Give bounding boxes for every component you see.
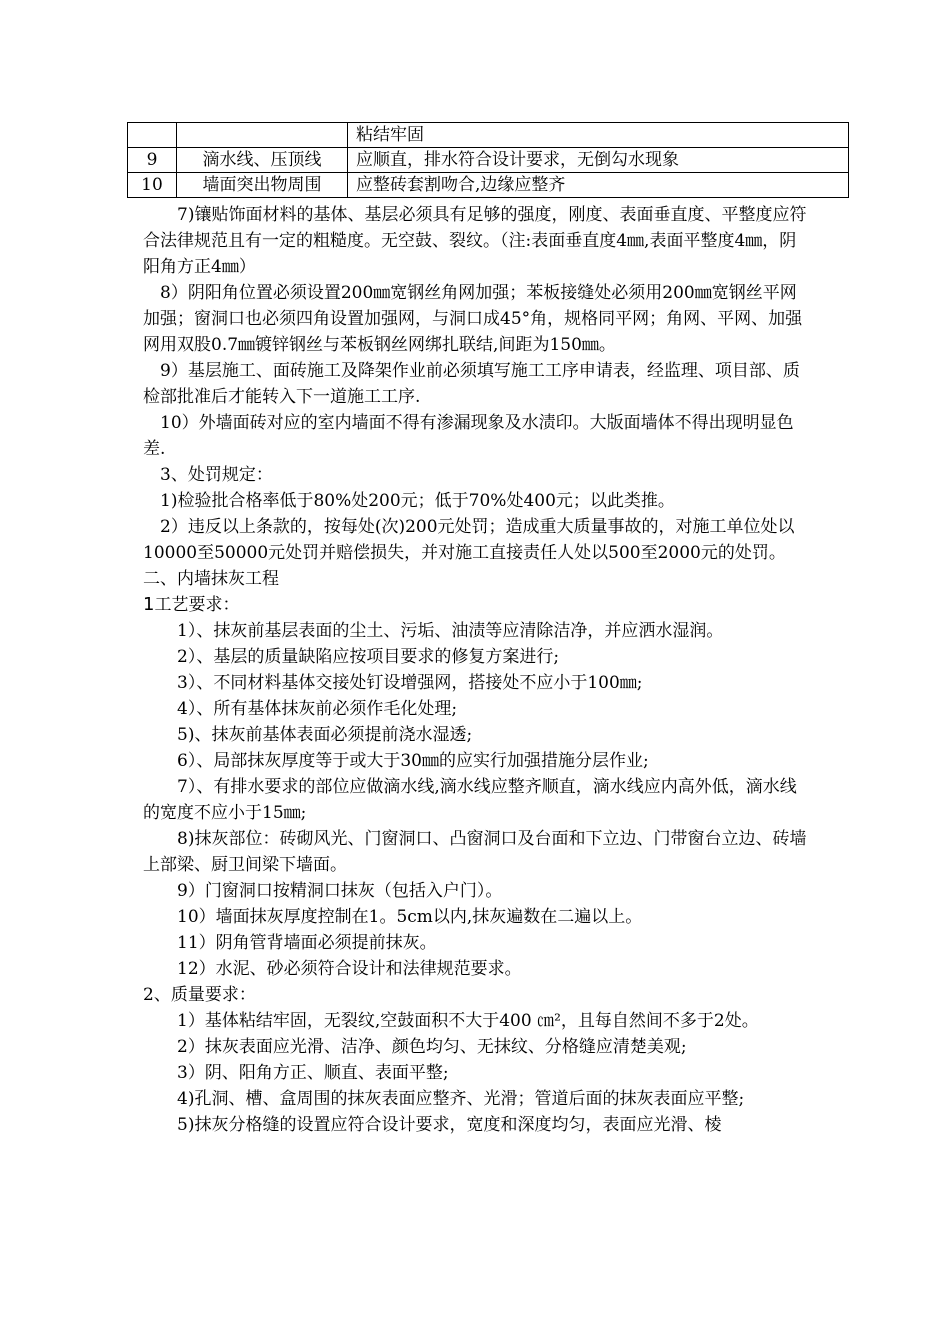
row-item: [177, 123, 348, 148]
row-number: [128, 123, 177, 148]
process-item-11: 11）阴角管背墙面必须提前抹灰。: [177, 933, 437, 953]
process-number: 1: [143, 594, 155, 615]
process-item-5: 5)、抹灰前基体表面必须提前浇水湿透;: [177, 725, 473, 745]
quality-item-4: 4)孔洞、槽、盒周围的抹灰表面应整齐、光滑；管道后面的抹灰表面应平整;: [177, 1089, 745, 1109]
process-title: 工艺要求：: [154, 595, 240, 615]
row-item: 滴水线、压顶线: [177, 148, 348, 173]
process-item-4: 4）、所有基体抹灰前必须作毛化处理;: [177, 699, 458, 719]
penalty-heading: 3、处罚规定：: [160, 465, 273, 485]
process-item-8: 8)抹灰部位：砖砌风光、门窗洞口、凸窗洞口及台面和下立边、门带窗台立边、砖墙上部梁、厨卫间梁下墙面。: [143, 829, 807, 875]
penalty-item-2: 2）违反以上条款的，按每处(次)200元处罚；造成重大质量事故的，对施工单位处以10000至50000元处罚并赔偿损失，并对施工直接责任人处以500至2000元的处罚。: [143, 517, 795, 563]
process-item-6: 6）、局部抹灰厚度等于或大于30㎜的应实行加强措施分层作业;: [177, 751, 649, 771]
paragraph-8: 8）阴阳角位置必须设置200㎜宽钢丝角网加强；苯板接缝处必须用200㎜宽钢丝平网加强；窗洞口也必须四角设置加强网，与洞口成45°角，规格同平网；角网、平网、加强网用双股0.7㎜镀锌钢丝与苯板钢丝网绑扎联结,间距为150㎜。: [143, 283, 803, 355]
row-number: 9: [128, 148, 177, 173]
row-item: 墙面突出物周围: [177, 173, 348, 198]
quality-table: [127, 122, 849, 198]
quality-heading: 2、质量要求：: [143, 985, 256, 1005]
table-row: [128, 173, 849, 198]
row-requirement: 应整砖套割吻合,边缘应整齐: [348, 173, 849, 198]
process-item-7: 7）、有排水要求的部位应做滴水线,滴水线应整齐顺直，滴水线应内高外低，滴水线的宽度不应小于15㎜;: [143, 777, 797, 823]
process-item-1: 1）、抹灰前基层表面的尘土、污垢、油渍等应清除洁净，并应洒水湿润。: [177, 621, 724, 641]
body-text: [143, 202, 808, 1138]
quality-item-1: 1）基体粘结牢固，无裂纹,空鼓面积不大于400 ㎝²，且每自然间不多于2处。: [177, 1011, 759, 1031]
process-item-2: 2）、基层的质量缺陷应按项目要求的修复方案进行;: [177, 647, 560, 667]
quality-item-5: 5)抹灰分格缝的设置应符合设计要求，宽度和深度均匀，表面应光滑、棱: [177, 1115, 722, 1135]
process-item-10: 10）墙面抹灰厚度控制在1。5cm以内,抹灰遍数在二遍以上。: [177, 907, 643, 927]
penalty-item-1: 1)检验批合格率低于80%处200元；低于70%处400元；以此类推。: [160, 491, 675, 511]
quality-item-2: 2）抹灰表面应光滑、洁净、颜色均匀、无抹纹、分格缝应清楚美观;: [177, 1037, 687, 1057]
paragraph-7: 7)镶贴饰面材料的基体、基层必须具有足够的强度，刚度、表面垂直度、平整度应符合法律规范且有一定的粗糙度。无空鼓、裂纹。（注:表面垂直度4㎜,表面平整度4㎜，阴阳角方正4㎜）: [143, 205, 807, 277]
table-row: [128, 123, 849, 148]
process-item-9: 9）门窗洞口按精洞口抹灰（包括入户门）。: [177, 881, 503, 901]
row-requirement: 应顺直，排水符合设计要求，无倒勾水现象: [348, 148, 849, 173]
paragraph-10: 10）外墙面砖对应的室内墙面不得有渗漏现象及水渍印。大版面墙体不得出现明显色差.: [143, 413, 794, 459]
quality-item-3: 3）阴、阳角方正、顺直、表面平整;: [177, 1063, 449, 1083]
row-number: 10: [128, 173, 177, 198]
process-heading: [143, 592, 808, 618]
process-item-3: 3）、不同材料基体交接处钉设增强网，搭接处不应小于100㎜;: [177, 673, 643, 693]
table-row: [128, 148, 849, 173]
paragraph-9: 9）基层施工、面砖施工及降架作业前必须填写施工工序申请表，经监理、项目部、质检部批准后才能转入下一道施工工序.: [143, 361, 800, 407]
row-requirement: 粘结牢固: [348, 123, 849, 148]
process-item-12: 12）水泥、砂必须符合设计和法律规范要求。: [177, 959, 522, 979]
section-heading: 二、内墙抹灰工程: [143, 569, 279, 589]
